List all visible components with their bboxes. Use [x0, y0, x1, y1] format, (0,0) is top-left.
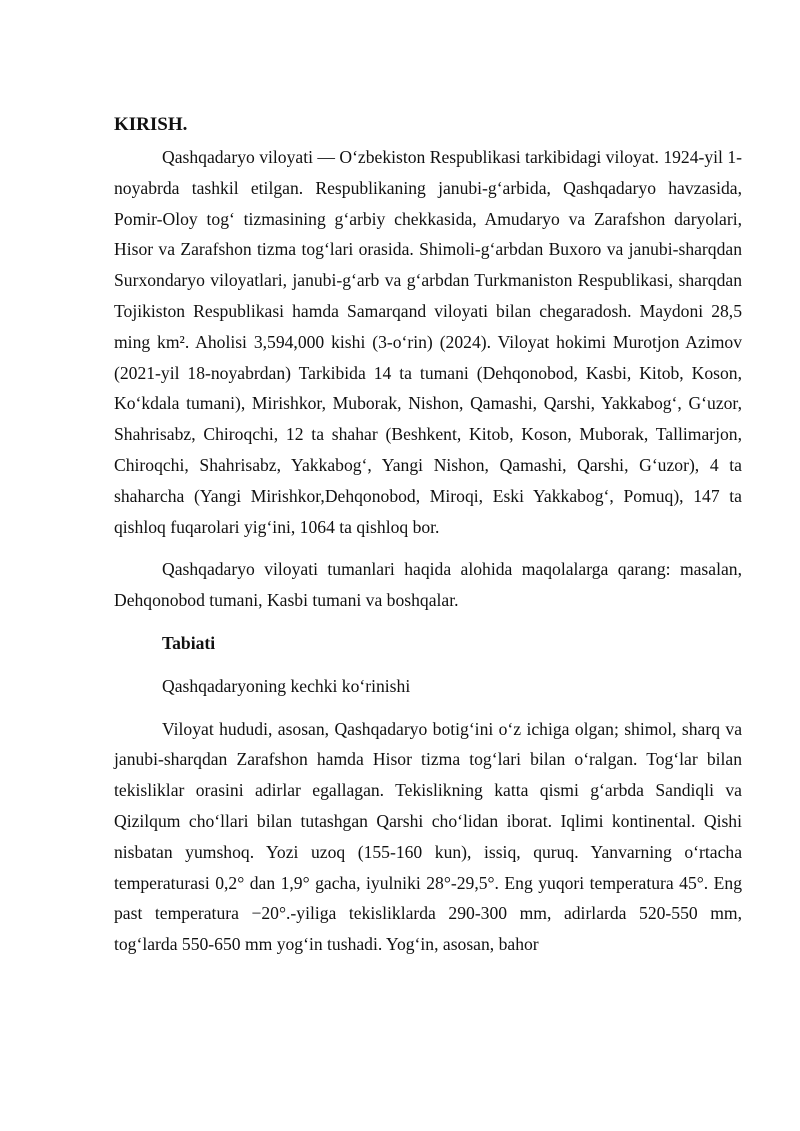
subheading-tabiati: Tabiati — [162, 632, 216, 653]
image-caption: Qashqadaryoning kechki ko‘rinishi — [162, 675, 411, 696]
nature-paragraph: Viloyat hududi, asosan, Qashqadaryo botig‘ini o‘z ichiga olgan; shimol, sharq va janubi-sharqdan Zarafshon hamda Hisor tizma tog‘lari bilan o‘ralgan. Tog‘lar bilan tekisliklar orasini adirlar egallagan. Tekislikning katta qismi g‘arbda Sandiqli va Qizilqum cho‘llari bilan tutashgan Qarshi cho‘lidan iborat. Iqlimi kontinental. Qishi nisbatan yumshoq. Yozi uzoq (155-160 kun), issiq, quruq. Yanvarning o‘rtacha temperaturasi 0,2° dan 1,9° gacha, iyulniki 28°-29,5°. Eng yuqori temperatura 45°. Eng past temperatura −20°.-yiliga tekisliklarda 290-300 mm, adirlarda 520-550 mm, tog‘larda 550-650 mm yog‘in tushadi. Yog‘in, asosan, bahor — [114, 718, 742, 955]
section-heading: KIRISH. — [114, 114, 188, 135]
document-page — [114, 108, 742, 960]
reference-paragraph: Qashqadaryo viloyati tumanlari haqida alohida maqolalarga qarang: masalan, Dehqonobod tumani, Kasbi tumani va boshqalar. — [114, 559, 742, 611]
intro-paragraph: Qashqadaryo viloyati — O‘zbekiston Respublikasi tarkibidagi viloyat. 1924-yil 1-noyabrda tashkil etilgan. Respublikaning janubi-g‘arbida, Qashqadaryo havzasida, Pomir-Oloy tog‘ tizmasining g‘arbiy chekkasida, Amudaryo va Zarafshon daryolari, Hisor va Zarafshon tizma tog‘lari orasida. Shimoli-g‘arbdan Buxoro va janubi-sharqdan Surxondaryo viloyatlari, janubi-g‘arb va g‘arbdan Turkmaniston Respublikasi, sharqdan Tojikiston Respublikasi hamda Samarqand viloyati bilan chegaradosh. Maydoni 28,5 ming km². Aholisi 3,594,000 kishi (3-o‘rin) (2024). Viloyat hokimi Murotjon Azimov (2021-yil 18-noyabrdan) Tarkibida 14 ta tumani (Dehqonobod, Kasbi, Kitob, Koson, Ko‘kdala tumani), Mirishkor, Muborak, Nishon, Qamashi, Qarshi, Yakkabog‘, G‘uzor, Shahrisabz, Chiroqchi, 12 ta shahar (Beshkent, Kitob, Koson, Muborak, Tallimarjon, Chiroqchi, Shahrisabz, Yakkabog‘, Yangi Nishon, Qamashi, Qarshi, G‘uzor), 4 ta shaharcha (Yangi Mirishkor,Dehqonobod, Miroqi, Eski Yakkabog‘, Pomuq), 147 ta qishloq fuqarolari yig‘ini, 1064 ta qishloq bor. — [114, 147, 743, 537]
